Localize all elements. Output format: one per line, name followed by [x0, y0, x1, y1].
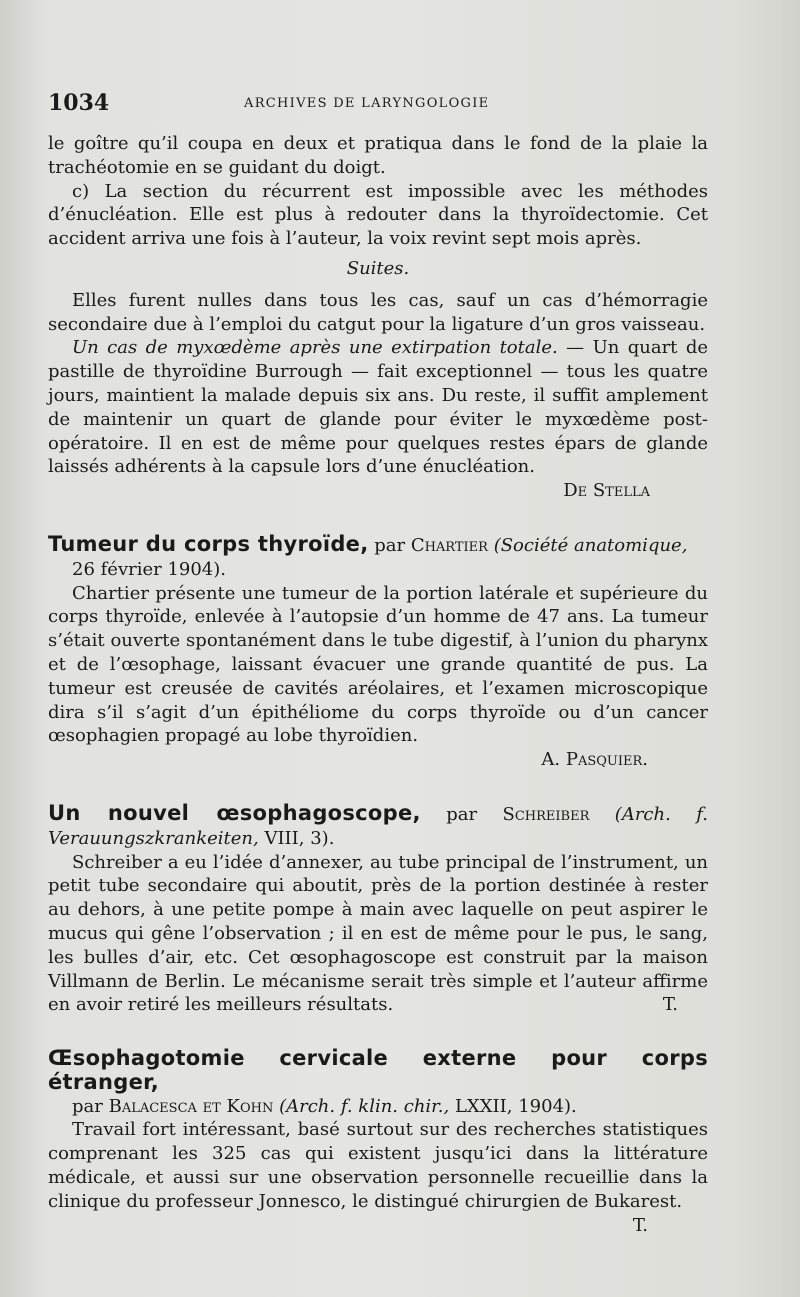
page-header	[48, 90, 708, 120]
article-source-rest: LXXII, 1904).	[449, 1095, 577, 1117]
article-signature: A. Pasquier.	[541, 749, 648, 771]
article-source: (Arch. f. klin. chir.,	[279, 1095, 450, 1117]
article-body	[48, 1118, 708, 1236]
page-number: 1034	[48, 90, 110, 116]
article-source: (Société anatomique,	[493, 534, 688, 556]
intro-paragraph-3: Elles furent nulles dans tous les cas, sauf un cas d’hémorragie secondaire due à l’emploi du catgut pour la ligature d’un gros vaisseau.	[48, 289, 708, 335]
suites-heading: Suites.	[346, 257, 410, 279]
article-source-date: 26 février 1904).	[72, 558, 227, 580]
article-byline	[48, 1095, 708, 1119]
running-head: ARCHIVES DE LARYNGOLOGIE	[244, 96, 490, 111]
intro-paragraph-1: le goître qu’il coupa en deux et pratiqua dans le fond de la plaie la trachéotomie en se guidant du doigt.	[48, 133, 708, 178]
article-author: Balacesca et Kohn	[108, 1095, 274, 1117]
article-by: par	[368, 534, 411, 556]
article-body: Chartier présente une tumeur de la portion latérale et supérieure du corps thyroïde, enlevée à l’autopsie d’un homme de 47 ans. La tumeur s’était ouverte spontanément dans le tube digestif, à l’union du pharynx et de l’œsophage, laissant évacuer une grande quantité de pus. La tumeur est creusée de cavités aréolaires, et l’examen microscopique dira s’il s’agit d’un épithéliome du corps thyroïde ou d’un cancer œsophagien propagé au lobe thyroïdien.	[48, 582, 708, 747]
article-tumeur	[48, 533, 708, 772]
intro-paragraph-2: c) La section du récurrent est impossible avec les méthodes d’énucléation. Elle est plus à redouter dans la thyroïdectomie. Cet accident arriva une fois à l’auteur, la voix revint sept mois après.	[48, 180, 708, 250]
signature-de-stella: De Stella	[563, 480, 650, 502]
article-oesophagoscope	[48, 802, 708, 1017]
article-author: Chartier	[410, 534, 488, 556]
article-signature: T.	[632, 1214, 648, 1236]
intro-paragraph-4	[48, 336, 708, 479]
article-title: Un nouvel œsophagoscope,	[48, 800, 421, 825]
article-title-line	[48, 533, 708, 558]
intro-paragraph-4-text: — Un quart de pastille de thyroïdine Burrough — fait exceptionnel — tous les quatre jours, maintient la malade depuis six ans. Du reste, il suffit amplement de maintenir un quart de glande pour éviter le myxœdème post-opératoire. Il en est de même pour quelques restes épars de glande laissés adhérents à la capsule lors d’une énucléation.	[48, 337, 708, 478]
article-title: Œsophagotomie cervicale externe pour corps étranger,	[48, 1046, 708, 1094]
page-content	[48, 132, 708, 1237]
article-by: par	[72, 1095, 109, 1117]
article-oesophagotomie	[48, 1046, 708, 1236]
article-body	[48, 851, 708, 1018]
article-body-text: Schreiber a eu l’idée d’annexer, au tube principal de l’instrument, un petit tube secondaire qui aboutit, près de la portion destinée à rester au dehors, à une petite pompe à main avec laquelle on peut aspirer le mucus qui gêne l’observation ; il en est de même pour le pus, le sang, les bulles d’air, etc. Cet œsophagoscope est construit par la maison Villmann de Berlin. Le mécanisme serait très simple et l’auteur affirme en avoir retiré les meilleurs résultats.	[48, 851, 708, 1016]
article-body-text: Travail fort intéressant, basé surtout sur des recherches statistiques comprenant les 325 cas qui existent jusqu’ici dans la littérature médicale, et aussi sur une observation personnelle recueillie dans la clinique du professeur Jonnesco, le distingué chirurgien de Bukarest.	[48, 1119, 708, 1212]
article-title: Tumeur du corps thyroïde,	[48, 531, 369, 556]
article-signature: T.	[662, 994, 678, 1016]
article-title-line	[48, 802, 708, 851]
article-author: Schreiber	[502, 803, 590, 825]
article-source-rest: VIII, 3).	[258, 827, 335, 849]
article-by: par	[420, 803, 503, 825]
article-source: (Arch. f. Verauungszkrankeiten,	[48, 803, 708, 849]
myxoedeme-subheading: Un cas de myxœdème après une extirpation totale.	[72, 337, 558, 359]
